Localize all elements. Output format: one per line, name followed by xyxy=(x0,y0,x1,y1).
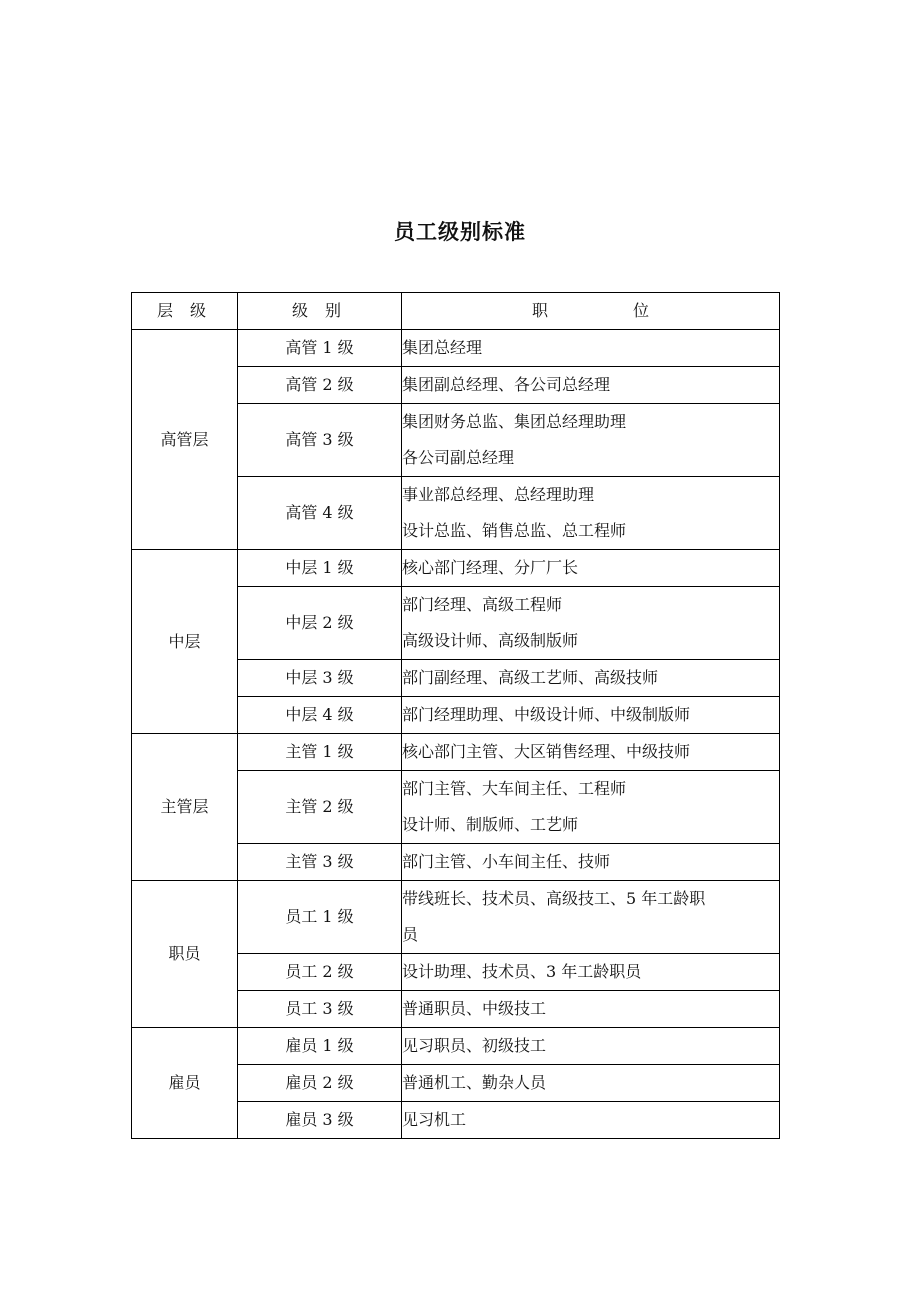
position-line: 集团财务总监、集团总经理助理 xyxy=(402,412,627,431)
position-line: 设计总监、销售总监、总工程师 xyxy=(402,521,627,540)
position-line: 部门主管、大车间主任、工程师 xyxy=(402,779,627,798)
tier-cell: 主管层 xyxy=(132,734,238,881)
positions-cell xyxy=(402,991,780,1028)
position-line: 集团副总经理、各公司总经理 xyxy=(402,375,611,394)
grade-cell: 雇员 2 级 xyxy=(238,1065,402,1102)
position-line: 普通职员、中级技工 xyxy=(402,999,547,1018)
positions-cell xyxy=(402,660,780,697)
positions-cell xyxy=(402,844,780,881)
grade-cell: 雇员 1 级 xyxy=(238,1028,402,1065)
position-line: 部门经理助理、中级设计师、中级制版师 xyxy=(402,705,691,724)
header-tier: 层 级 xyxy=(132,293,238,330)
grade-cell: 员工 1 级 xyxy=(238,881,402,954)
positions-cell xyxy=(402,954,780,991)
table-row xyxy=(132,550,780,587)
header-grade: 级 别 xyxy=(238,293,402,330)
grade-cell: 中层 4 级 xyxy=(238,697,402,734)
position-line: 集团总经理 xyxy=(402,338,483,357)
grade-cell: 高管 3 级 xyxy=(238,404,402,477)
position-line: 设计师、制版师、工艺师 xyxy=(402,815,579,834)
position-line: 设计助理、技术员、3 年工龄职员 xyxy=(402,962,642,981)
table-row xyxy=(132,734,780,771)
positions-cell xyxy=(402,404,780,477)
tier-cell: 雇员 xyxy=(132,1028,238,1139)
header-position: 职 位 xyxy=(402,293,780,330)
position-line: 部门副经理、高级工艺师、高级技师 xyxy=(402,668,659,687)
positions-cell xyxy=(402,330,780,367)
grade-cell: 员工 3 级 xyxy=(238,991,402,1028)
grade-cell: 员工 2 级 xyxy=(238,954,402,991)
grade-cell: 中层 2 级 xyxy=(238,587,402,660)
positions-cell xyxy=(402,881,780,954)
position-line: 普通机工、勤杂人员 xyxy=(402,1073,547,1092)
positions-cell xyxy=(402,1065,780,1102)
grade-cell: 中层 3 级 xyxy=(238,660,402,697)
grade-cell: 主管 1 级 xyxy=(238,734,402,771)
grade-cell: 主管 2 级 xyxy=(238,771,402,844)
table-row xyxy=(132,881,780,954)
tier-cell: 高管层 xyxy=(132,330,238,550)
position-line: 核心部门经理、分厂厂长 xyxy=(402,558,579,577)
positions-cell xyxy=(402,1028,780,1065)
position-line: 部门主管、小车间主任、技师 xyxy=(402,852,611,871)
table-header-row xyxy=(132,293,780,330)
position-line: 部门经理、高级工程师 xyxy=(402,595,563,614)
positions-cell xyxy=(402,771,780,844)
positions-cell xyxy=(402,734,780,771)
grade-standard-table xyxy=(131,292,780,1139)
tier-cell: 中层 xyxy=(132,550,238,734)
position-line: 各公司副总经理 xyxy=(402,448,515,467)
grade-cell: 中层 1 级 xyxy=(238,550,402,587)
positions-cell xyxy=(402,1102,780,1139)
position-line: 事业部总经理、总经理助理 xyxy=(402,485,595,504)
grade-cell: 高管 1 级 xyxy=(238,330,402,367)
positions-cell xyxy=(402,587,780,660)
position-line: 带线班长、技术员、高级技工、5 年工龄职 xyxy=(402,889,706,908)
table-body xyxy=(132,330,780,1139)
position-line: 见习职员、初级技工 xyxy=(402,1036,547,1055)
positions-cell xyxy=(402,697,780,734)
document-title: 员工级别标准 xyxy=(394,220,526,244)
grade-cell: 高管 2 级 xyxy=(238,367,402,404)
positions-cell xyxy=(402,477,780,550)
positions-cell xyxy=(402,367,780,404)
positions-cell xyxy=(402,550,780,587)
table-row xyxy=(132,330,780,367)
position-line: 高级设计师、高级制版师 xyxy=(402,631,579,650)
tier-cell: 职员 xyxy=(132,881,238,1028)
position-line: 见习机工 xyxy=(402,1110,467,1129)
grade-cell: 主管 3 级 xyxy=(238,844,402,881)
grade-cell: 雇员 3 级 xyxy=(238,1102,402,1139)
table-row xyxy=(132,1028,780,1065)
grade-cell: 高管 4 级 xyxy=(238,477,402,550)
position-line: 员 xyxy=(402,925,419,944)
position-line: 核心部门主管、大区销售经理、中级技师 xyxy=(402,742,691,761)
